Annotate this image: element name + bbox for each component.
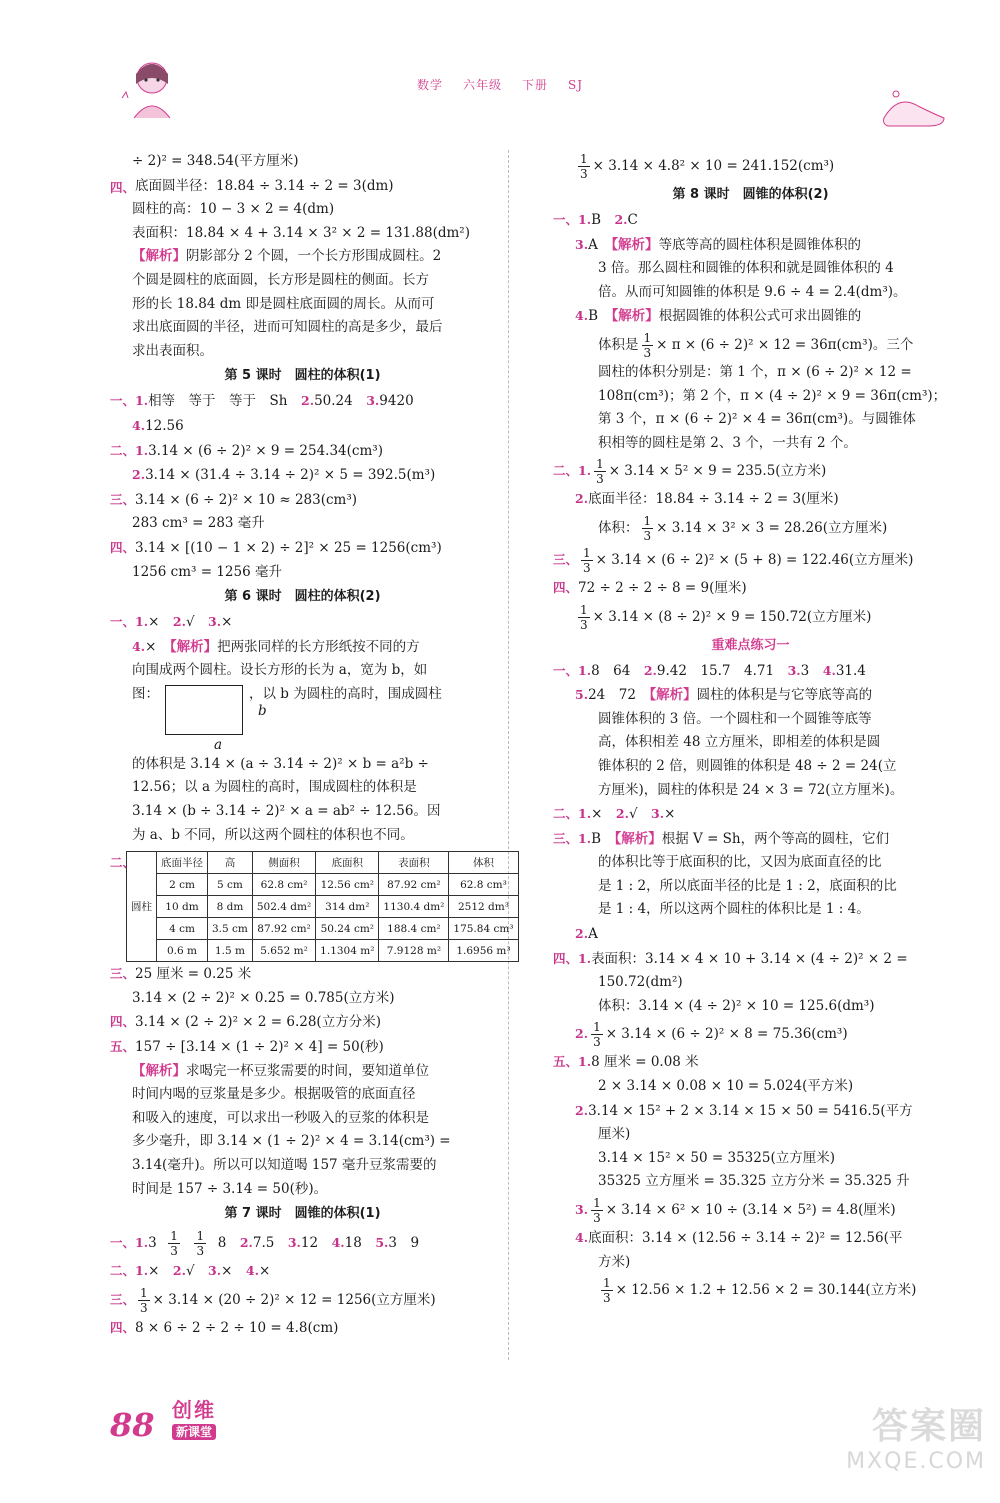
- answer-text: ，以 b 为圆柱的高时，围成圆柱: [249, 685, 442, 702]
- answer-line: 厘米): [598, 1126, 631, 1143]
- answer-line: 时间是 157 ÷ 3.14 = 50(秒)。: [132, 1180, 328, 1197]
- lesson-title: 第 8 课时 圆锥的体积(2): [672, 187, 829, 202]
- answer-text: 3.14 × [(10 − 1 × 2) ÷ 2]² × 25 = 1256(cm³): [135, 539, 442, 556]
- answer-text: ×: [148, 1263, 173, 1280]
- question-number: 一、1.: [110, 1235, 149, 1251]
- brand-logo: [172, 1394, 216, 1440]
- question-number: 二、1.: [553, 463, 592, 479]
- question-number: 4.: [331, 1235, 345, 1251]
- section-marker: 三、: [110, 491, 136, 507]
- question-number: 四、1.: [553, 950, 592, 966]
- answer-line: 3.14(毫升)。所以可以知道喝 157 毫升豆浆需要的: [132, 1157, 437, 1173]
- answer-text: B: [588, 308, 612, 325]
- answer-text: ×: [664, 806, 676, 823]
- book-title: [0, 76, 1000, 93]
- analysis-tag: 【解析】: [649, 687, 697, 704]
- answer-line: 个圆是圆柱的底面圆，长方形是圆柱的侧面。长方: [132, 271, 429, 288]
- table-header-cell: 高: [208, 852, 253, 874]
- answer-text: 3.14 × (31.4 ÷ 3.14 ÷ 2)² × 5 = 392.5(m³): [145, 467, 436, 484]
- fraction: $\frac{1}{3}$: [580, 152, 588, 181]
- answer-text: × 3.14 × (6 ÷ 2)² × (5 + 8) = 122.46(立方厘米): [595, 551, 914, 568]
- answer-text: 等底等高的圆柱体积是圆锥体积的: [658, 236, 862, 253]
- table-cell: 87.92 cm²: [379, 874, 449, 896]
- table-cell: 2512 dm³: [449, 896, 518, 918]
- answer-line: 1256 cm³ = 1256 毫升: [132, 563, 282, 580]
- table-cell: 1.1304 m²: [316, 940, 379, 962]
- answer-text: 圆柱的体积是与它等底等高的: [696, 687, 873, 704]
- answer-text: 表面积：3.14 × 4 × 10 + 3.14 × (4 ÷ 2)² × 2 =: [591, 950, 908, 967]
- analysis-tag: 【解析】: [611, 236, 659, 253]
- answer-text: 把两张同样的长方形纸按不同的方: [217, 638, 420, 655]
- answer-text: 25 厘米 = 0.25 米: [135, 966, 252, 983]
- answer-text: 体积：: [598, 519, 639, 536]
- answer-text: √: [628, 806, 652, 823]
- question-number: 2.: [614, 212, 628, 227]
- fraction: $\frac{1}{3}$: [170, 1229, 178, 1259]
- answer-line: 方米): [598, 1253, 631, 1270]
- question-number: 4.: [575, 1230, 589, 1245]
- question-number: 一、1.: [553, 212, 592, 227]
- table-cell: 62.8 cm³: [449, 874, 518, 896]
- answer-text: 8: [217, 1235, 240, 1252]
- answer-text: × 3.14 × 3² × 3 = 28.26(立方厘米): [656, 519, 888, 536]
- answer-text: A: [588, 926, 598, 943]
- question-number: 二、1.: [553, 806, 592, 822]
- question-number: 2.: [615, 806, 629, 822]
- left-column: [110, 150, 514, 1340]
- section-marker: 四、: [110, 179, 136, 195]
- answer-line: 圆锥体积的 3 倍。一个圆柱和一个圆锥等底等: [598, 710, 872, 727]
- answer-text: ×: [591, 806, 616, 823]
- table-cell: 188.4 cm²: [379, 918, 449, 940]
- question-number: 2.: [172, 1263, 186, 1279]
- answer-text: × 3.14 × (20 ÷ 2)² × 12 = 1256(立方厘米): [152, 1291, 436, 1308]
- decorative-shoe-icon: [878, 84, 950, 132]
- answer-text: 72 ÷ 2 ÷ 2 ÷ 8 = 9(厘米): [578, 579, 747, 596]
- question-number: 二、1.: [110, 442, 149, 458]
- table-cell: 502.4 dm²: [252, 896, 315, 918]
- lesson-title: 第 5 课时 圆柱的体积(1): [224, 368, 381, 384]
- table-cell: 2 cm: [157, 874, 208, 896]
- answer-text: 7.5: [252, 1235, 288, 1252]
- answer-text: 3 9: [388, 1235, 420, 1252]
- answer-text: 3.14 × 15² + 2 × 3.14 × 15 × 50 = 5416.5(平方: [588, 1102, 913, 1119]
- section-marker: 三、: [553, 551, 579, 567]
- answer-line: 3.14 × (2 ÷ 2)² × 0.25 = 0.785(立方米): [132, 989, 395, 1006]
- table-cell: 87.92 cm²: [252, 918, 315, 940]
- rect-label-b: b: [258, 702, 267, 719]
- question-number: 一、1.: [553, 662, 592, 678]
- section-marker: 三、: [110, 1291, 136, 1307]
- grade: 六年级: [462, 78, 502, 92]
- answer-line: 圆柱的体积分别是：第 1 个，π × (6 ÷ 2)² × 12 =: [598, 363, 912, 380]
- section-marker: 三、: [110, 966, 136, 982]
- table-cell: 10 dm: [157, 896, 208, 918]
- answer-text: √: [185, 614, 209, 631]
- table-header-cell: 底面半径: [157, 852, 208, 874]
- question-number: 3.: [287, 1235, 301, 1251]
- fraction: $\frac{1}{3}$: [643, 513, 652, 543]
- table-cell: 4 cm: [157, 918, 208, 940]
- answer-line: 时间内喝的豆浆量是多少。根据吸管的底面直径: [132, 1086, 416, 1103]
- question-number: 5.: [575, 687, 589, 703]
- question-number: 2.: [575, 1026, 589, 1042]
- question-number: 2.: [239, 1235, 253, 1251]
- question-number: 五、1.: [553, 1054, 592, 1070]
- answer-text: 根据 V = Sh，两个等高的圆柱，它们: [661, 830, 890, 847]
- section-marker: 四、: [110, 539, 136, 555]
- answer-line: 的体积比等于底面积的比，又因为底面直径的比: [598, 854, 882, 871]
- table-cell: 5.652 m²: [252, 940, 315, 962]
- section-marker: 四、: [110, 1319, 136, 1335]
- table-row: [127, 940, 519, 962]
- right-column: [553, 150, 948, 1306]
- answer-text: 图：: [132, 685, 159, 702]
- answer-line: 是 1 : 4，所以这两个圆柱的体积比是 1 : 4。: [598, 901, 870, 918]
- watermark: [796, 1398, 986, 1474]
- fraction: $\frac{1}{3}$: [593, 1196, 601, 1225]
- answer-line: 积相等的圆柱是第 2、3 个，一共有 2 个。: [598, 434, 857, 451]
- section-marker: 五、: [110, 1039, 136, 1055]
- answer-text: 9.42 15.7 4.71: [656, 662, 788, 679]
- question-number: 4.: [575, 308, 589, 324]
- watermark-url: MXQE.COM: [846, 1449, 986, 1474]
- fraction: $\frac{1}{3}$: [583, 545, 591, 575]
- answer-text: √: [185, 1263, 209, 1280]
- question-number: 一、1.: [110, 393, 149, 409]
- answer-line: 108π(cm³)；第 2 个，π × (4 ÷ 2)² × 9 = 36π(cm³)；: [598, 387, 947, 404]
- answer-text: 3.14 × (6 ÷ 2)² × 9 = 254.34(cm³): [148, 442, 383, 459]
- table-cell: 1.6956 m³: [449, 940, 518, 962]
- answer-text: B: [591, 212, 615, 228]
- fraction: $\frac{1}{3}$: [596, 457, 604, 487]
- answer-line: ÷ 2)² = 348.54(平方厘米): [132, 153, 299, 169]
- answer-line: 3 倍。那么圆柱和圆锥的体积和就是圆锥体积的 4: [598, 260, 894, 277]
- question-number: 2.: [575, 491, 589, 507]
- question-number: 二、1.: [110, 1263, 149, 1279]
- page-header: [0, 58, 1000, 128]
- table-header-cell: 表面积: [379, 852, 449, 874]
- answer-text: A: [588, 236, 612, 253]
- answer-text: 12.56: [145, 417, 184, 434]
- answer-text: 24 72: [588, 687, 650, 704]
- question-number: 2.: [575, 1102, 589, 1118]
- analysis-tag: 【解析】: [132, 1062, 186, 1079]
- question-number: 3.: [575, 1202, 589, 1217]
- answer-text: 阴影部分 2 个圆，一个长方形围成圆柱。2: [186, 248, 442, 265]
- fraction: $\frac{1}{3}$: [643, 330, 652, 360]
- question-number: 3.: [366, 393, 380, 409]
- question-number: 4.: [245, 1263, 259, 1279]
- answer-line: 锥体积的 2 倍，则圆锥的体积是 48 ÷ 2 = 24(立: [598, 757, 897, 774]
- question-number: 三、1.: [553, 830, 592, 846]
- answer-line: 高，体积相差 48 立方厘米，即相差的体积是圆: [598, 734, 881, 751]
- answer-text: 8 × 6 ÷ 2 ÷ 2 ÷ 10 = 4.8(cm): [135, 1319, 339, 1336]
- question-number: 3.: [787, 662, 801, 678]
- table-header-cell: 底面积: [316, 852, 379, 874]
- fraction: $\frac{1}{3}$: [140, 1285, 148, 1315]
- answer-line: 的体积是 3.14 × (a ÷ 3.14 ÷ 2)² × b = a²b ÷: [132, 755, 429, 772]
- lesson-title: 第 6 课时 圆柱的体积(2): [224, 589, 381, 605]
- answer-text: ×: [221, 614, 233, 631]
- question-number: 4.: [132, 417, 146, 433]
- answer-text: × 3.14 × (6 ÷ 2)² × 8 = 75.36(cm³): [605, 1026, 848, 1043]
- page-number: 88: [110, 1406, 155, 1444]
- logo-subtext: 新课堂: [172, 1424, 216, 1440]
- answer-text: ×: [258, 1263, 271, 1280]
- edition: SJ: [568, 78, 584, 92]
- watermark-title: 答案圈: [871, 1406, 986, 1447]
- answer-line: 283 cm³ = 283 毫升: [132, 515, 265, 532]
- answer-line: 和吸入的速度，可以求出一秒吸入的豆浆的体积是: [132, 1109, 429, 1126]
- fraction: $\frac{1}{3}$: [593, 1020, 601, 1050]
- question-number: 3.: [651, 806, 665, 822]
- answer-text: × 12.56 × 1.2 + 12.56 × 2 = 30.144(立方米): [615, 1282, 917, 1299]
- answer-text: 求喝完一杯豆浆需要的时间，要知道单位: [186, 1062, 429, 1079]
- section-marker: 四、: [110, 1014, 136, 1030]
- answer-line: 150.72(dm²): [598, 974, 683, 991]
- answer-text: 50.24: [314, 393, 367, 410]
- fraction: $\frac{1}{3}$: [580, 602, 588, 632]
- section-marker: 四、: [553, 579, 579, 595]
- answer-text: 31.4: [835, 662, 866, 679]
- answer-line: 是 1 : 2，所以底面半径的比是 1 : 2，底面积的比: [598, 877, 897, 894]
- table-side-label: 圆柱: [127, 852, 157, 962]
- answer-text: 3: [148, 1235, 157, 1252]
- question-number: 5.: [375, 1235, 389, 1251]
- answer-line: 2 × 3.14 × 0.08 × 10 = 5.024(平方米): [598, 1078, 854, 1095]
- answer-text: 底面圆半径：18.84 ÷ 3.14 ÷ 2 = 3(dm): [135, 177, 394, 194]
- answer-text: B: [591, 830, 615, 847]
- answer-text: 8 64: [591, 662, 644, 679]
- answer-line: 35325 立方厘米 = 35.325 立方分米 = 35.325 升: [598, 1173, 910, 1190]
- table-cell: 12.56 cm²: [316, 874, 379, 896]
- answer-text: 体积是: [598, 336, 639, 353]
- question-number: 4.: [132, 638, 146, 654]
- question-number: 2.: [575, 926, 589, 942]
- table-cell: 314 dm²: [316, 896, 379, 918]
- table-header-row: [127, 852, 519, 874]
- answer-line: 求出底面圆的半径，进而可知圆柱的高是多少，最后: [132, 319, 443, 336]
- question-number: 一、1.: [110, 614, 149, 630]
- analysis-tag: 【解析】: [169, 638, 218, 655]
- answer-line: 形的长 18.84 dm 即是圆柱底面圆的周长。从而可: [132, 295, 435, 312]
- volume: 下册: [521, 78, 548, 92]
- answer-text: ×: [148, 614, 173, 631]
- answer-line: 3.14 × (b ÷ 3.14 ÷ 2)² × a = ab² ÷ 12.56。因: [132, 803, 441, 820]
- answer-line: 为 a、b 不同，所以这两个圆柱的体积也不同。: [132, 826, 414, 843]
- table-cell: 8 dm: [208, 896, 253, 918]
- answer-text: × 3.14 × 4.8² × 10 = 241.152(cm³): [592, 158, 835, 174]
- analysis-tag: 【解析】: [132, 248, 186, 265]
- table-cell: 7.9128 m²: [379, 940, 449, 962]
- table-cell: 50.24 cm²: [316, 918, 379, 940]
- answer-text: × 3.14 × 5² × 9 = 235.5(立方米): [608, 463, 827, 480]
- table-cell: 5 cm: [208, 874, 253, 896]
- answer-line: 倍。从而可知圆锥的体积是 9.6 ÷ 4 = 2.4(dm³)。: [598, 283, 907, 300]
- answer-line: 表面积：18.84 × 4 + 3.14 × 3² × 2 = 131.88(dm²): [132, 224, 470, 241]
- answer-line: 体积：3.14 × (4 ÷ 2)² × 10 = 125.6(dm³): [598, 997, 875, 1014]
- question-number: 3.: [575, 236, 589, 252]
- answer-text: 底面半径：18.84 ÷ 3.14 ÷ 2 = 3(厘米): [588, 491, 839, 508]
- fraction: $\frac{1}{3}$: [603, 1276, 611, 1306]
- answer-line: 多少毫升，即 3.14 × (1 ÷ 2)² × 4 = 3.14(cm³) =: [132, 1133, 451, 1150]
- answer-text: 8 厘米 = 0.08 米: [591, 1054, 699, 1071]
- answer-text: 9420: [379, 393, 414, 410]
- question-number: 2.: [643, 662, 657, 678]
- answer-line: 方厘米)，圆柱的体积是 24 × 3 = 72(立方厘米)。: [598, 781, 904, 798]
- answer-text: 3.14 × (2 ÷ 2)² × 2 = 6.28(立方分米): [135, 1014, 381, 1031]
- answer-text: 18: [344, 1235, 376, 1252]
- answer-text: 12: [300, 1235, 332, 1252]
- table-block: [110, 851, 514, 962]
- answer-line: 12.56；以 a 为圆柱的高时，围成圆柱的体积是: [132, 779, 417, 796]
- table-row: [127, 918, 519, 940]
- table-cell: 1130.4 dm²: [379, 896, 449, 918]
- answer-line: 第 3 个，π × (6 ÷ 2)² × 4 = 36π(cm³)。与圆锥体: [598, 411, 916, 428]
- answer-text: × 3.14 × 6² × 10 ÷ (3.14 × 5²) = 4.8(厘米): [605, 1202, 896, 1218]
- fraction: $\frac{1}{3}$: [196, 1229, 205, 1259]
- cylinder-table: [126, 851, 519, 962]
- answer-line: 求出表面积。: [132, 342, 213, 359]
- table-cell: 1.5 m: [208, 940, 253, 962]
- rect-label-a: a: [214, 736, 223, 753]
- question-number: 3.: [208, 1263, 222, 1279]
- column-divider: [508, 150, 509, 1360]
- answer-line: 向围成两个圆柱。设长方形的长为 a，宽为 b，如: [132, 662, 428, 679]
- answer-text: × π × (6 ÷ 2)² × 12 = 36π(cm³)。三个: [656, 336, 914, 353]
- answer-text: 根据圆锥的体积公式可求出圆锥的: [658, 308, 862, 325]
- answer-text: ×: [145, 638, 170, 655]
- answer-line: 3.14 × 15² × 50 = 35325(立方厘米): [598, 1149, 835, 1166]
- table-row: [127, 896, 519, 918]
- subject: 数学: [416, 78, 443, 92]
- table-cell: 0.6 m: [157, 940, 208, 962]
- table-cell: 62.8 cm²: [252, 874, 315, 896]
- logo-text: 创维: [172, 1398, 216, 1422]
- answer-text: 3.14 × (6 ÷ 2)² × 10 ≈ 283(cm³): [135, 491, 358, 508]
- section-title: 重难点练习一: [711, 637, 790, 653]
- table-header-cell: 侧面积: [252, 852, 315, 874]
- answer-line: 圆柱的高：10 − 3 × 2 = 4(dm): [132, 201, 335, 218]
- answer-text: × 3.14 × (8 ÷ 2)² × 9 = 150.72(立方厘米): [592, 608, 872, 625]
- answer-text: 3: [800, 662, 823, 679]
- rectangle-figure: [165, 685, 243, 735]
- answer-text: C: [627, 212, 638, 228]
- section-marker: 二、: [110, 855, 136, 871]
- lesson-title: 第 7 课时 圆锥的体积(1): [224, 1206, 381, 1222]
- answer-text: ×: [221, 1263, 246, 1280]
- table-cell: 3.5 cm: [208, 918, 253, 940]
- question-number: 2.: [172, 614, 186, 630]
- table-header-cell: 体积: [449, 852, 518, 874]
- analysis-tag: 【解析】: [614, 830, 662, 847]
- answer-text: 157 ÷ [3.14 × (1 ÷ 2)² × 4] = 50(秒): [135, 1039, 384, 1056]
- analysis-tag: 【解析】: [611, 308, 659, 325]
- table-cell: 175.84 cm³: [449, 918, 518, 940]
- table-row: [127, 874, 519, 896]
- answer-text: 底面积：3.14 × (12.56 ÷ 3.14 ÷ 2)² = 12.56(平: [588, 1230, 903, 1246]
- answer-text: 相等 等于 等于 Sh: [148, 393, 302, 410]
- question-number: 4.: [822, 662, 836, 678]
- question-number: 3.: [208, 614, 222, 630]
- question-number: 2.: [301, 393, 315, 409]
- question-number: 2.: [132, 467, 146, 483]
